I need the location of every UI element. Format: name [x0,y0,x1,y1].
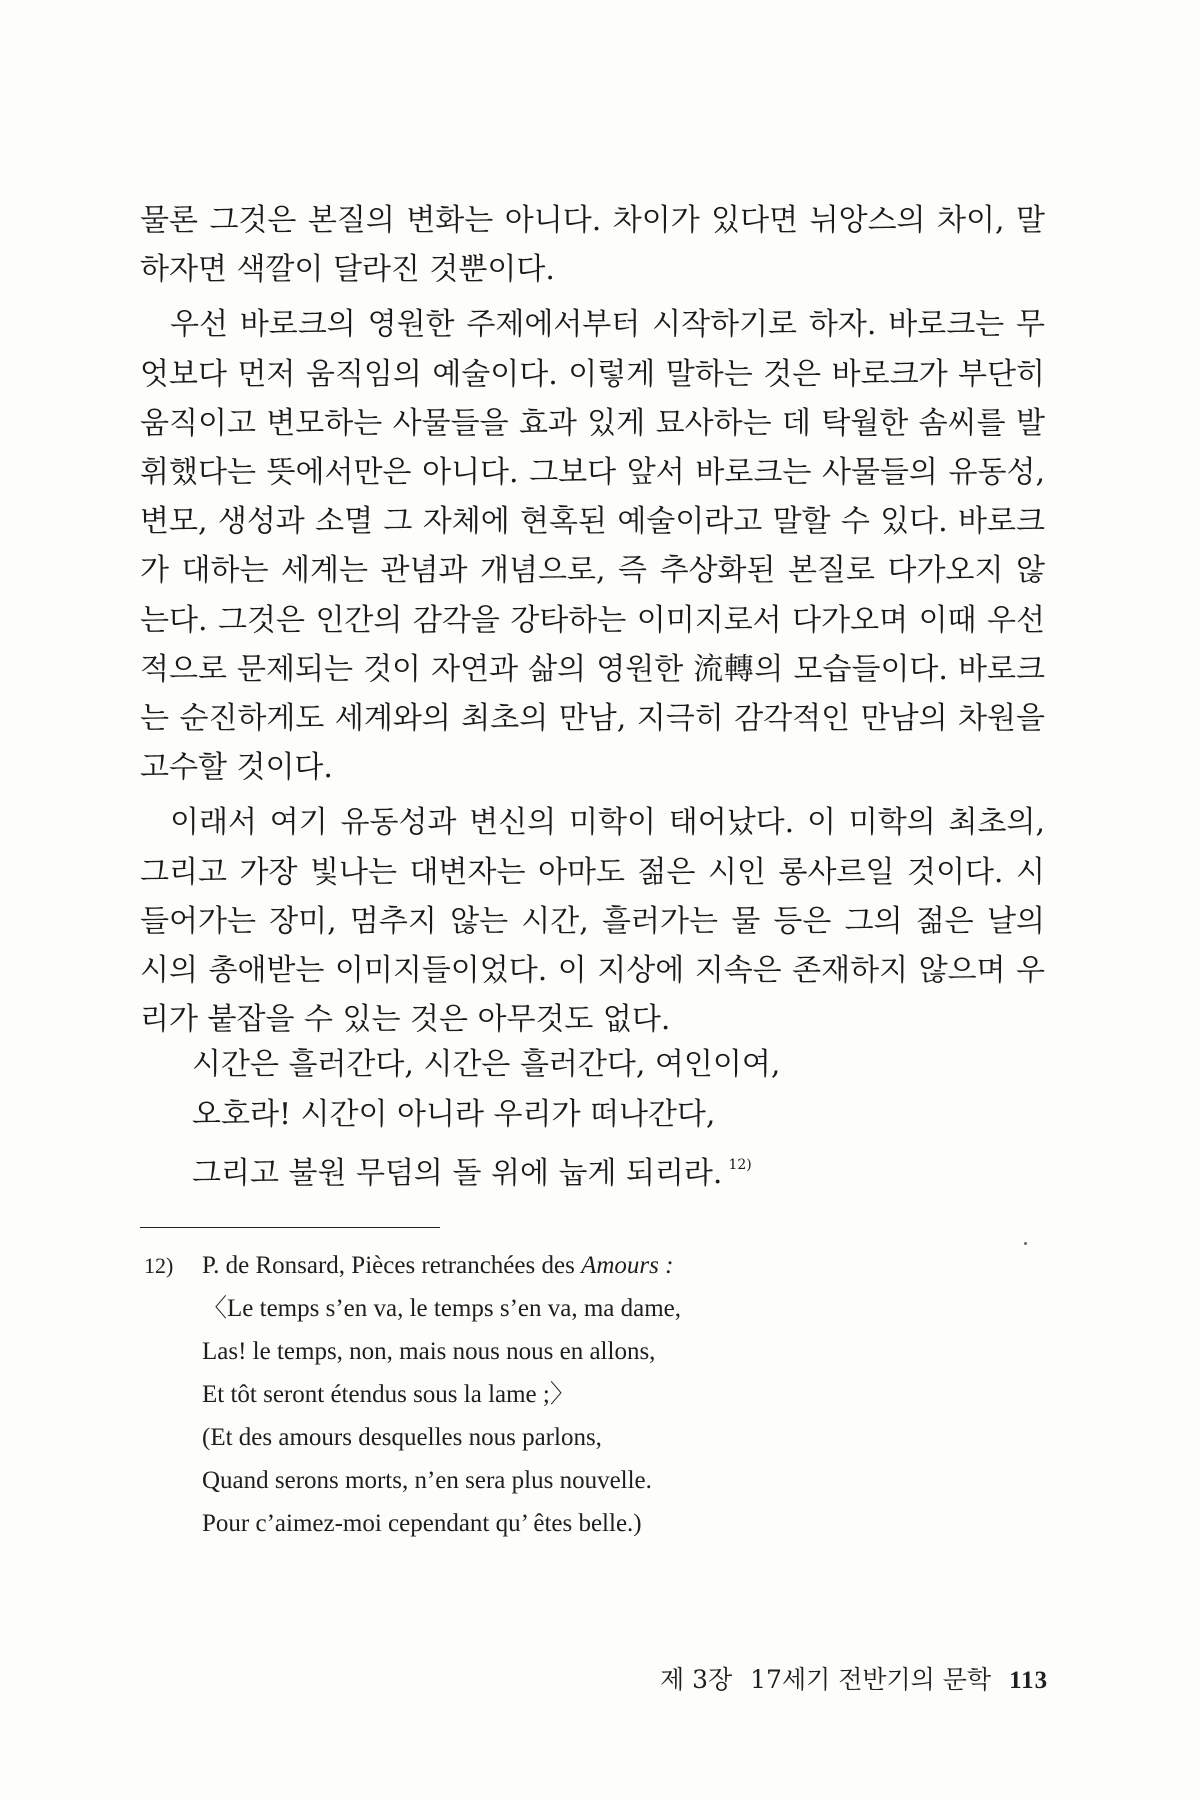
running-footer [660,1660,1049,1696]
footnote-source-line [144,1244,1004,1287]
footnote-source [202,1252,673,1279]
footnote-source-prefix: P. de Ronsard, Pièces retranchées des [202,1252,575,1279]
page-number: 113 [1009,1667,1049,1694]
footnote-source-title: Amours : [581,1252,674,1279]
poem-line-2: 오호라! 시간이 아니라 우리가 떠나간다, [192,1097,716,1132]
footnote-verse-line-5: Quand serons morts, n’en sera plus nouvelle. [202,1467,652,1494]
footnote-verse-line-6: Pour c’aimez-moi cependant qu’ êtes belle.) [202,1510,642,1537]
scan-speck [1024,1242,1027,1245]
footer-chapter: 제 3장 [660,1665,733,1694]
poem-line-3-text: 그리고 불원 무덤의 돌 위에 눕게 되리라. [192,1156,723,1191]
paragraph-1: 물론 그것은 본질의 변화는 아니다. 차이가 있다면 뉘앙스의 차이, 말하자면 색깔이 달라진 것뿐이다. [140,203,1045,288]
footer-chapter-title: 17세기 전반기의 문학 [750,1665,992,1694]
footnote-verse-line-3: Et tôt seront étendus sous la lame ;〉 [202,1381,575,1408]
main-text [140,196,1045,1050]
footnote-number: 12) [144,1253,174,1278]
paragraph-2: 우선 바로크의 영원한 주제에서부터 시작하기로 하자. 바로크는 무엇보다 먼저 움직임의 예술이다. 이렇게 말하는 것은 바로크가 부단히 움직이고 변모하는 사물들을 효과 있게 묘사하는 데 탁월한 솜씨를 발휘했다는 뜻에서만은 아니다. 그보다 앞서 바로크는 사물들의 유동성, 변모, 생성과 소멸 그 자체에 현혹된 예술이라고 말할 수 있다. 바로크가 대하는 세계는 관념과 개념으로, 즉 추상화된 본질로 다가오지 않는다. 그것은 인간의 감각을 강타하는 이미지로서 다가오며 이때 우선적으로 문제되는 것이 자연과 삶의 영원한 流轉의 모습들이다. 바로크는 순진하게도 세계와의 최초의 만남, 지극히 감각적인 만남의 차원을 고수할 것이다. [140,307,1045,786]
footnote-verse-line-1: 〈Le temps s’en va, le temps s’en va, ma dame, [202,1295,682,1322]
poem-quotation [192,1040,892,1199]
poem-line-1: 시간은 흘러간다, 시간은 흘러간다, 여인이여, [192,1047,781,1082]
paragraph-3: 이래서 여기 유동성과 변신의 미학이 태어났다. 이 미학의 최초의, 그리고 가장 빛나는 대변자는 아마도 젊은 시인 롱사르일 것이다. 시들어가는 장미, 멈추지 않는 시간, 흘러가는 물 등은 그의 젊은 날의 시의 총애받는 이미지들이었다. 이 지상에 지속은 존재하지 않으며 우리가 붙잡을 수 있는 것은 아무것도 없다. [140,805,1045,1038]
footnote-reference: 12) [728,1157,752,1173]
footnote-12 [144,1244,1004,1545]
footnote-verse-line-2: Las! le temps, non, mais nous nous en allons, [202,1338,656,1365]
footnote-divider [140,1227,440,1228]
poem-line-3 [192,1140,892,1199]
footnote-verse-line-4: (Et des amours desquelles nous parlons, [202,1424,602,1451]
